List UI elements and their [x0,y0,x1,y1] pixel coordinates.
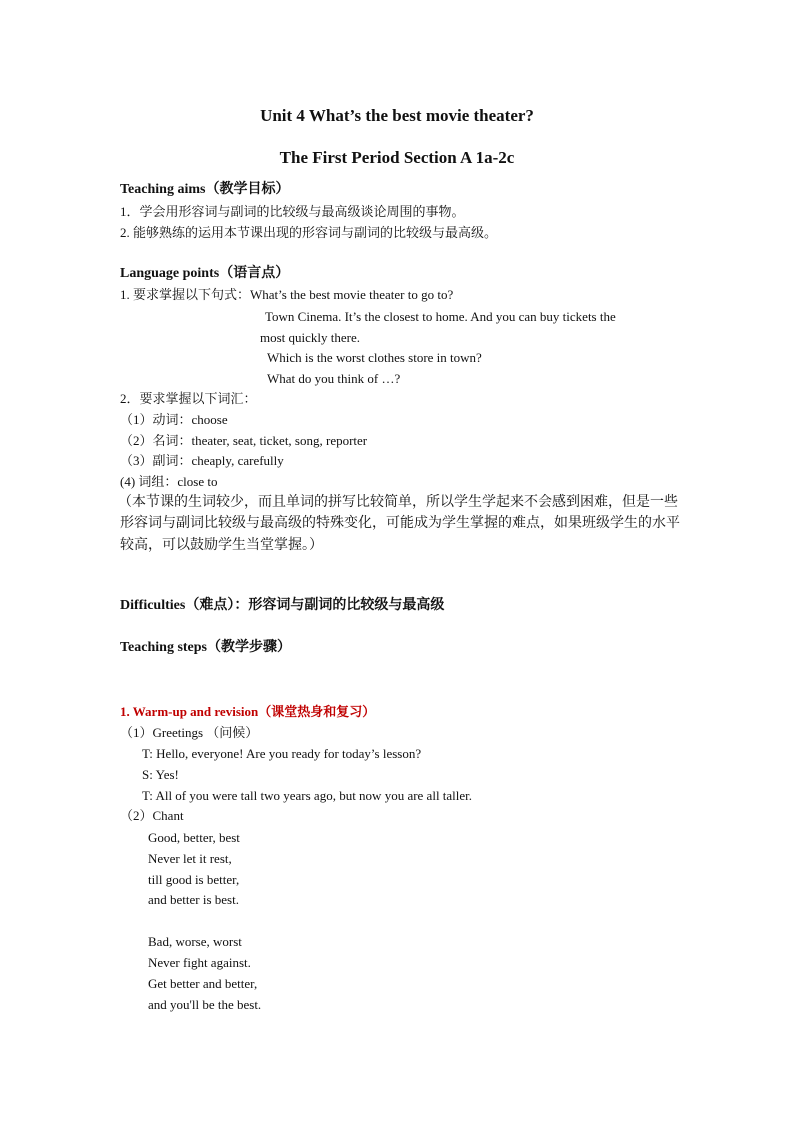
vocab-item: (4) 词组：close to [120,474,218,489]
chant-line: and you'll be the best. [148,997,262,1012]
teaching-aim-item: 2. 能够熟练的运用本节课出现的形容词与副词的比较级与最高级。 [120,225,498,240]
chant-line: and better is best. [148,892,239,907]
language-points-heading: Language points（语言点） [120,266,290,281]
sentence-line: most quickly there. [260,330,361,345]
page-title: Unit 4 What’s the best movie theater? [260,106,534,125]
teaching-aim-item: 1．学会用形容词与副词的比较级与最高级谈论周围的事物。 [120,204,465,219]
chant-line: Bad, worse, worst [148,934,242,949]
greetings-label: （1）Greetings （问候） [120,725,259,740]
sentences-intro: 1. 要求掌握以下句式：What’s the best movie theater to go to? [120,287,454,302]
teaching-steps-heading: Teaching steps（教学步骤） [120,640,292,655]
note-line: 较高，可以鼓励学生当堂掌握。） [120,538,323,553]
chant-line: Get better and better, [148,976,258,991]
sentence-line: Town Cinema. It’s the closest to home. And you can buy tickets the [265,309,616,324]
chant-line: till good is better, [148,872,240,887]
dialogue-line: T: All of you were tall two years ago, but now you are all taller. [142,788,473,803]
dialogue-line: T: Hello, everyone! Are you ready for today’s lesson? [142,746,422,761]
sentence-line: Which is the worst clothes store in town? [267,350,482,365]
chant-line: Never let it rest, [148,851,232,866]
difficulties-heading: Difficulties（难点）：形容词与副词的比较级与最高级 [120,598,445,613]
note-line: 形容词与副词比较级与最高级的特殊变化，可能成为学生掌握的难点，如果班级学生的水平 [120,516,680,531]
dialogue-line: S: Yes! [142,767,179,782]
vocab-item: （3）副词：cheaply, carefully [120,453,284,468]
vocab-item: （2）名词：theater, seat, ticket, song, reporter [120,433,368,448]
step1-heading: 1. Warm-up and revision（课堂热身和复习） [120,704,376,719]
vocab-item: （1）动词：choose [120,412,228,427]
chant-line: Good, better, best [148,830,240,845]
page-subtitle: The First Period Section A 1a-2c [279,148,515,167]
chant-line: Never fight against. [148,955,251,970]
teaching-aims-heading: Teaching aims（教学目标） [120,182,290,197]
vocab-intro: 2．要求掌握以下词汇： [120,391,257,406]
note-line: （本节课的生词较少，而且单词的拼写比较简单，所以学生学起来不会感到困难，但是一些 [118,495,678,510]
sentence-line: What do you think of …? [267,371,401,386]
chant-label: （2）Chant [120,808,184,823]
